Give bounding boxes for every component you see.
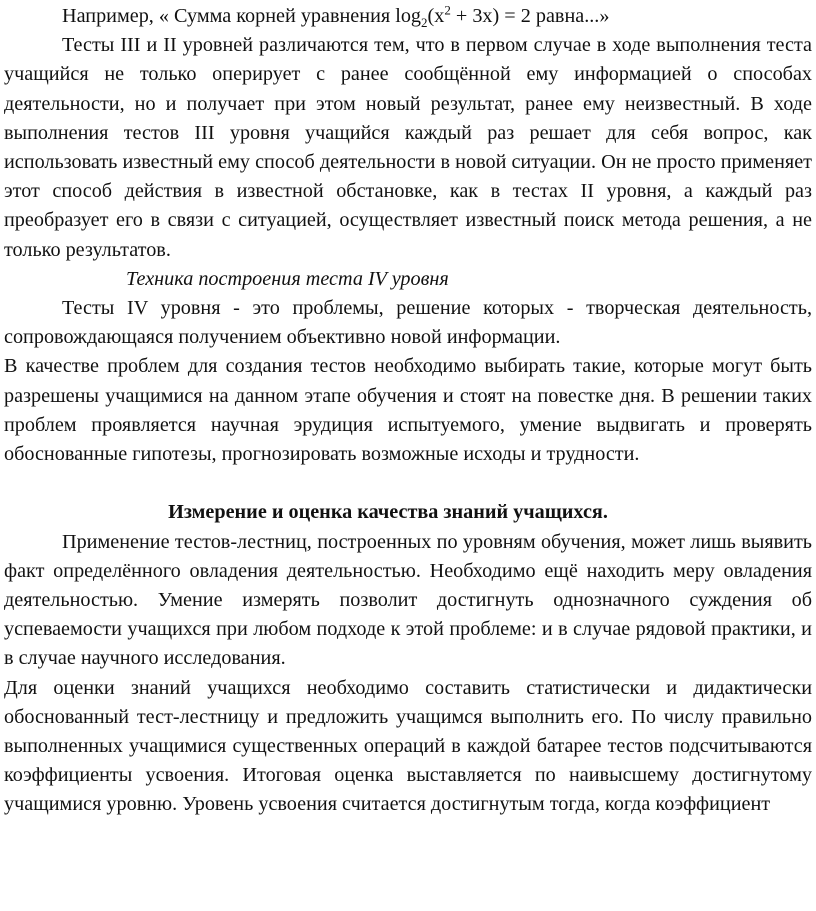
example-text-middle: (x <box>427 5 445 27</box>
document-page <box>4 2 812 820</box>
paragraph-test-ladders: Применение тестов-лестниц, построенных по уровням обучения, может лишь выявить факт определённого овладения деятельностью. Необходимо ещё находить меру овладения деятельностью. Умение измерять позволит достигнуть однозначного суждения об успеваемости учащихся при любом подходе к этой проблеме: и в случае рядовой практики, и в случае научного исследования. <box>4 530 812 670</box>
paragraph-problems: В качестве проблем для создания тестов необходимо выбирать такие, которые могут быть разрешены учащимися на данном этапе обучения и стоят на повестке дня. В решении таких проблем проявляется научная эрудиция испытуемого, умение выдвигать и проверять обоснованные гипотезы, прогнозировать возможные исходы и трудности. <box>4 355 812 466</box>
paragraph-level4-tests: Тесты IV уровня - это проблемы, решение которых - творческая деятельность, сопровождающаяся получением объективно новой информации. <box>4 297 812 349</box>
section-heading-measurement: Измерение и оценка качества знаний учащихся. <box>168 501 608 524</box>
blank-line <box>4 469 812 498</box>
example-text-end: + 3x) = 2 равна...» <box>450 5 610 27</box>
paragraph-level3-tests: Тесты III и II уровней различаются тем, что в первом случае в ходе выполнения теста учащийся не только оперирует с ранее сообщённой ему информацией о способах деятельности, но и получает при этом новый результат, ранее ему неизвестный. В ходе выполнения тестов III уровня учащийся каждый раз решает для себя вопрос, как использовать известный ему способ деятельности в новой ситуации. Он не просто применяет этот способ действия в известной обстановке, как в тестах II уровня, а каждый раз преобразует его в связи с ситуацией, осуществляет известный поиск метода решения, а не только результатов. <box>4 34 812 261</box>
subtitle-level4-technique: Техника построения теста IV уровня <box>126 267 449 290</box>
paragraph-assessment: Для оценки знаний учащихся необходимо составить статистически и дидактически обоснованный тест-лестницу и предложить учащимся выполнить его. По числу правильно выполненных учащимися существенных операций в каждой батарее тестов подсчитываются коэффициенты усвоения. Итоговая оценка выставляется по наивысшему достигнутому учащимися уровню. Уровень усвоения считается достигнутым тогда, когда коэффициент <box>4 676 812 816</box>
example-text-start: Например, « Сумма корней уравнения log <box>62 5 422 27</box>
log-base-subscript: 2 <box>421 15 428 31</box>
example-line <box>4 2 812 31</box>
power-superscript: 2 <box>444 2 451 18</box>
